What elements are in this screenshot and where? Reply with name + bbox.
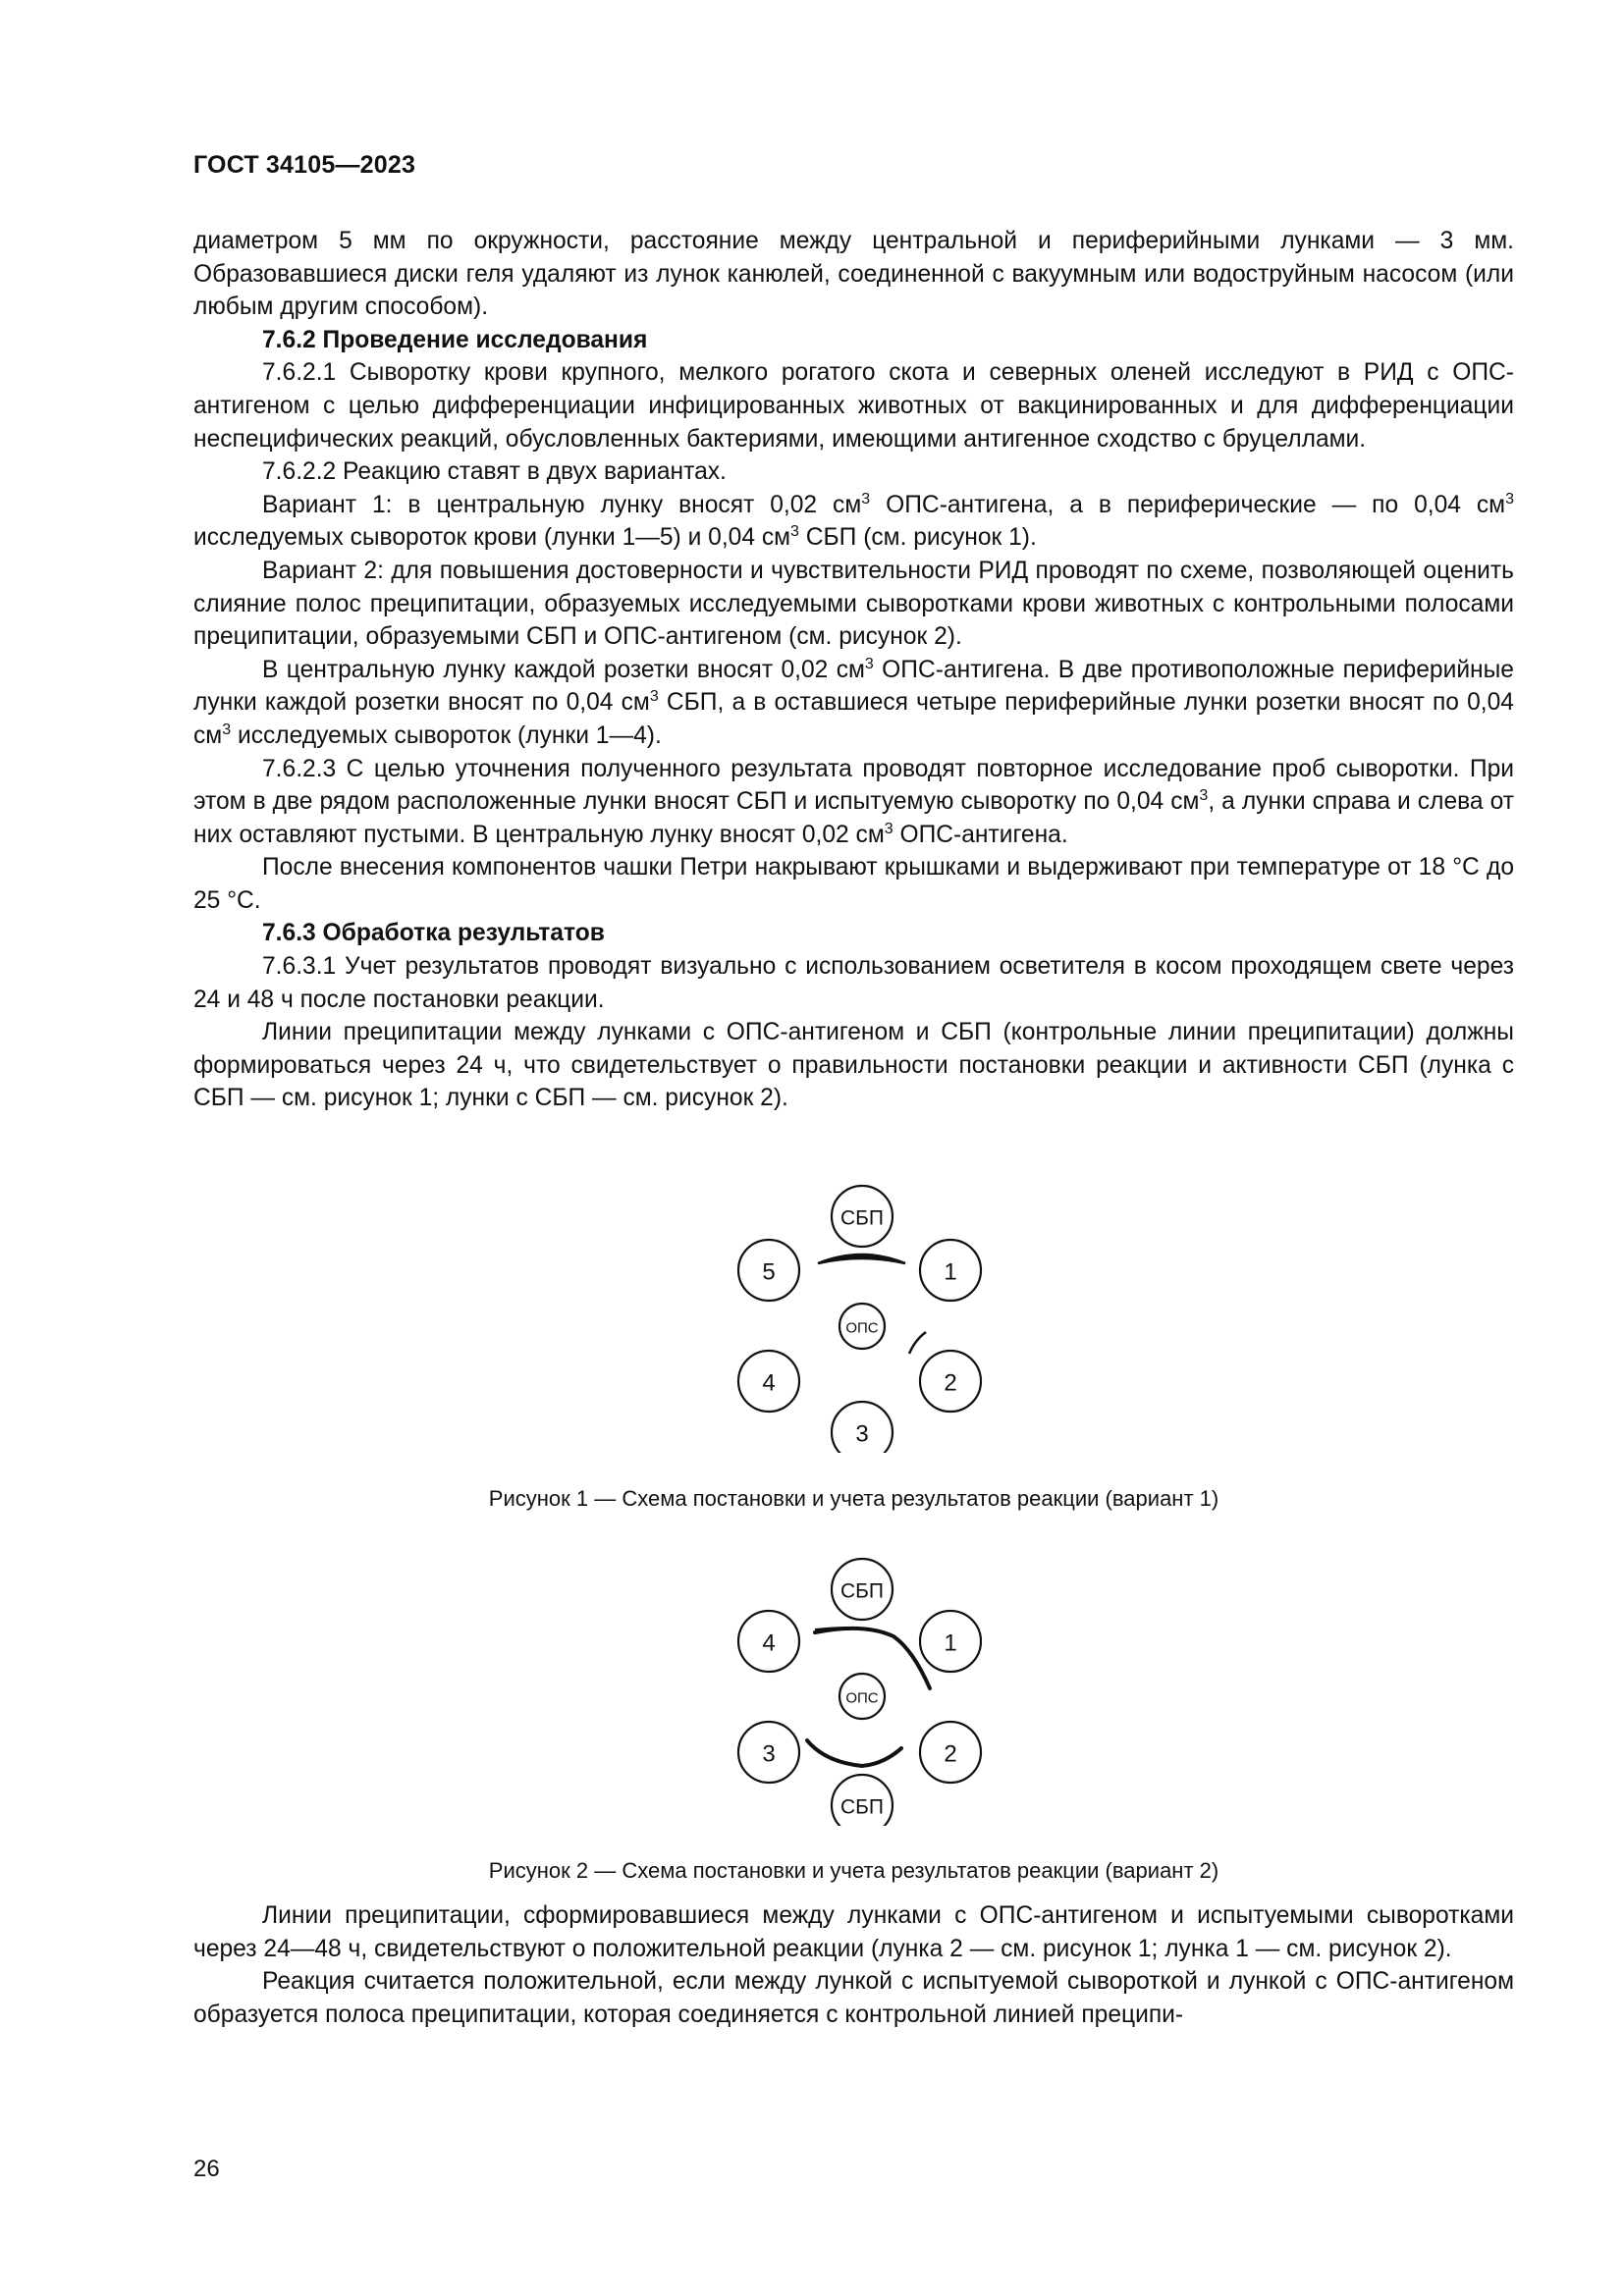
page-number: 26 [193,2156,220,2182]
figure-2-diagram [687,1556,1001,1826]
figure-1-caption: Рисунок 1 — Схема постановки и учета результатов реакции (вариант 1) [488,1486,1219,1511]
paragraph-positive-reaction: Реакция считается положительной, если между лункой с испытуемой сывороткой и лункой с ОПС-антигеном образуется полоса преципитации, которая соединяется с контрольной линией преципи- [193,1968,1514,2028]
well-label: 2 [944,1740,957,1768]
well-label: ОПС [845,1319,879,1337]
well-label: 4 [762,1629,776,1657]
well-label: 1 [944,1258,957,1286]
figure-2-caption: Рисунок 2 — Схема постановки и учета результатов реакции (вариант 2) [488,1858,1219,1883]
paragraph-7-6-2-1: 7.6.2.1 Сыворотку крови крупного, мелкого рогатого скота и северных оленей исследуют в РИД с ОПС-антигеном с целью дифференциации инфицированных животных от вакцинированных и для дифференциации неспецифических реакций, обусловленных бактериями, имеющими антигенное сходство с бруцеллами. [193,359,1514,453]
body-text-top [193,225,1514,1115]
paragraph-control-lines: Линии преципитации между лунками с ОПС-антигеном и СБП (контрольные линии преципитации) должны формироваться через 24 ч, что свидетельствует о правильности постановки реакции и активности СБП (лунка с СБП — см. рисунок 1; лунки с СБП — см. рисунок 2). [193,1019,1514,1112]
body-text-bottom [193,1899,1514,2031]
paragraph-7-6-3-1: 7.6.3.1 Учет результатов проводят визуально с использованием осветителя в косом проходящем свете через 24 и 48 ч после постановки реакции. [193,953,1514,1013]
document-header: ГОСТ 34105—2023 [193,151,416,179]
well-label: СБП [839,1206,885,1230]
paragraph-7-6-2-2: 7.6.2.2 Реакцию ставят в двух вариантах. [262,458,727,486]
figure-1-diagram [687,1183,1001,1453]
precipitation-line-control [818,1255,905,1263]
well-label: 3 [762,1740,776,1768]
paragraph-variant-1: Вариант 1: в центральную лунку вносят 0,02 $см^3$ ОПС-антигена, а в периферические — по 0,04 $см^3$ исследуемых сывороток крови (лунки 1—5) и 0,04 $см^3$ СБП (см. рисунок 1). [193,490,1514,552]
well-label: 5 [762,1258,776,1286]
paragraph-7-6-2-3: 7.6.2.3 С целью уточнения полученного результата проводят повторное исследование проб сыворотки. При этом в две рядом расположенные лунки вносят СБП и испытуемую сыворотку по 0,04 $см^3$, а лунки справа и слева от них оставляют пустыми. В центральную лунку вносят 0,02 $см^3$ ОПС-антигена. [193,755,1515,848]
well-label: СБП [839,1579,885,1603]
paragraph: диаметром 5 мм по окружности, расстояние между центральной и периферийными лунками — 3 мм. Образовавшиеся диски геля удаляют из лунок канюлей, соединенной с вакуумным или водоструйным насосом (или любым другим способом). [193,228,1514,321]
well-label: 3 [855,1420,869,1448]
well-label: ОПС [845,1689,879,1707]
well-label: 2 [944,1369,957,1397]
well-label: 4 [762,1369,776,1397]
paragraph-central-well: В центральную лунку каждой розетки вносят 0,02 $см^3$ ОПС-антигена. В две противоположные периферийные лунки каждой розетки вносят по 0,04 $см^3$ СБП, а в оставшиеся четыре периферийные лунки розетки вносят по 0,04 $см^3$ исследуемых сывороток (лунки 1—4). [193,655,1514,749]
paragraph-incubation: После внесения компонентов чашки Петри накрывают крышками и выдерживают при температуре от 18 °С до 25 °С. [193,854,1514,914]
well-label: 1 [944,1629,957,1657]
section-heading-7-6-2: 7.6.2 Проведение исследования [262,326,648,353]
section-heading-7-6-3: 7.6.3 Обработка результатов [262,920,605,947]
figure-2-svg [687,1556,1001,1826]
precipitation-line-control-bottom [807,1740,901,1766]
well-label: СБП [839,1795,885,1819]
precipitation-line-positive [909,1332,926,1354]
paragraph-variant-2: Вариант 2: для повышения достоверности и чувствительности РИД проводят по схеме, позволяющей оценить слияние полос преципитации, образуемых исследуемыми сыворотками крови животных с контрольными полосами преципитации, образуемыми СБП и ОПС-антигеном (см. рисунок 2). [193,557,1514,651]
paragraph-positive-lines: Линии преципитации, сформировавшиеся между лунками с ОПС-антигеном и испытуемыми сыворотками через 24—48 ч, свидетельствуют о положительной реакции (лунка 2 — см. рисунок 1; лунка 1 — см. рисунок 2). [193,1902,1514,1962]
figure-1-svg [687,1183,1001,1453]
